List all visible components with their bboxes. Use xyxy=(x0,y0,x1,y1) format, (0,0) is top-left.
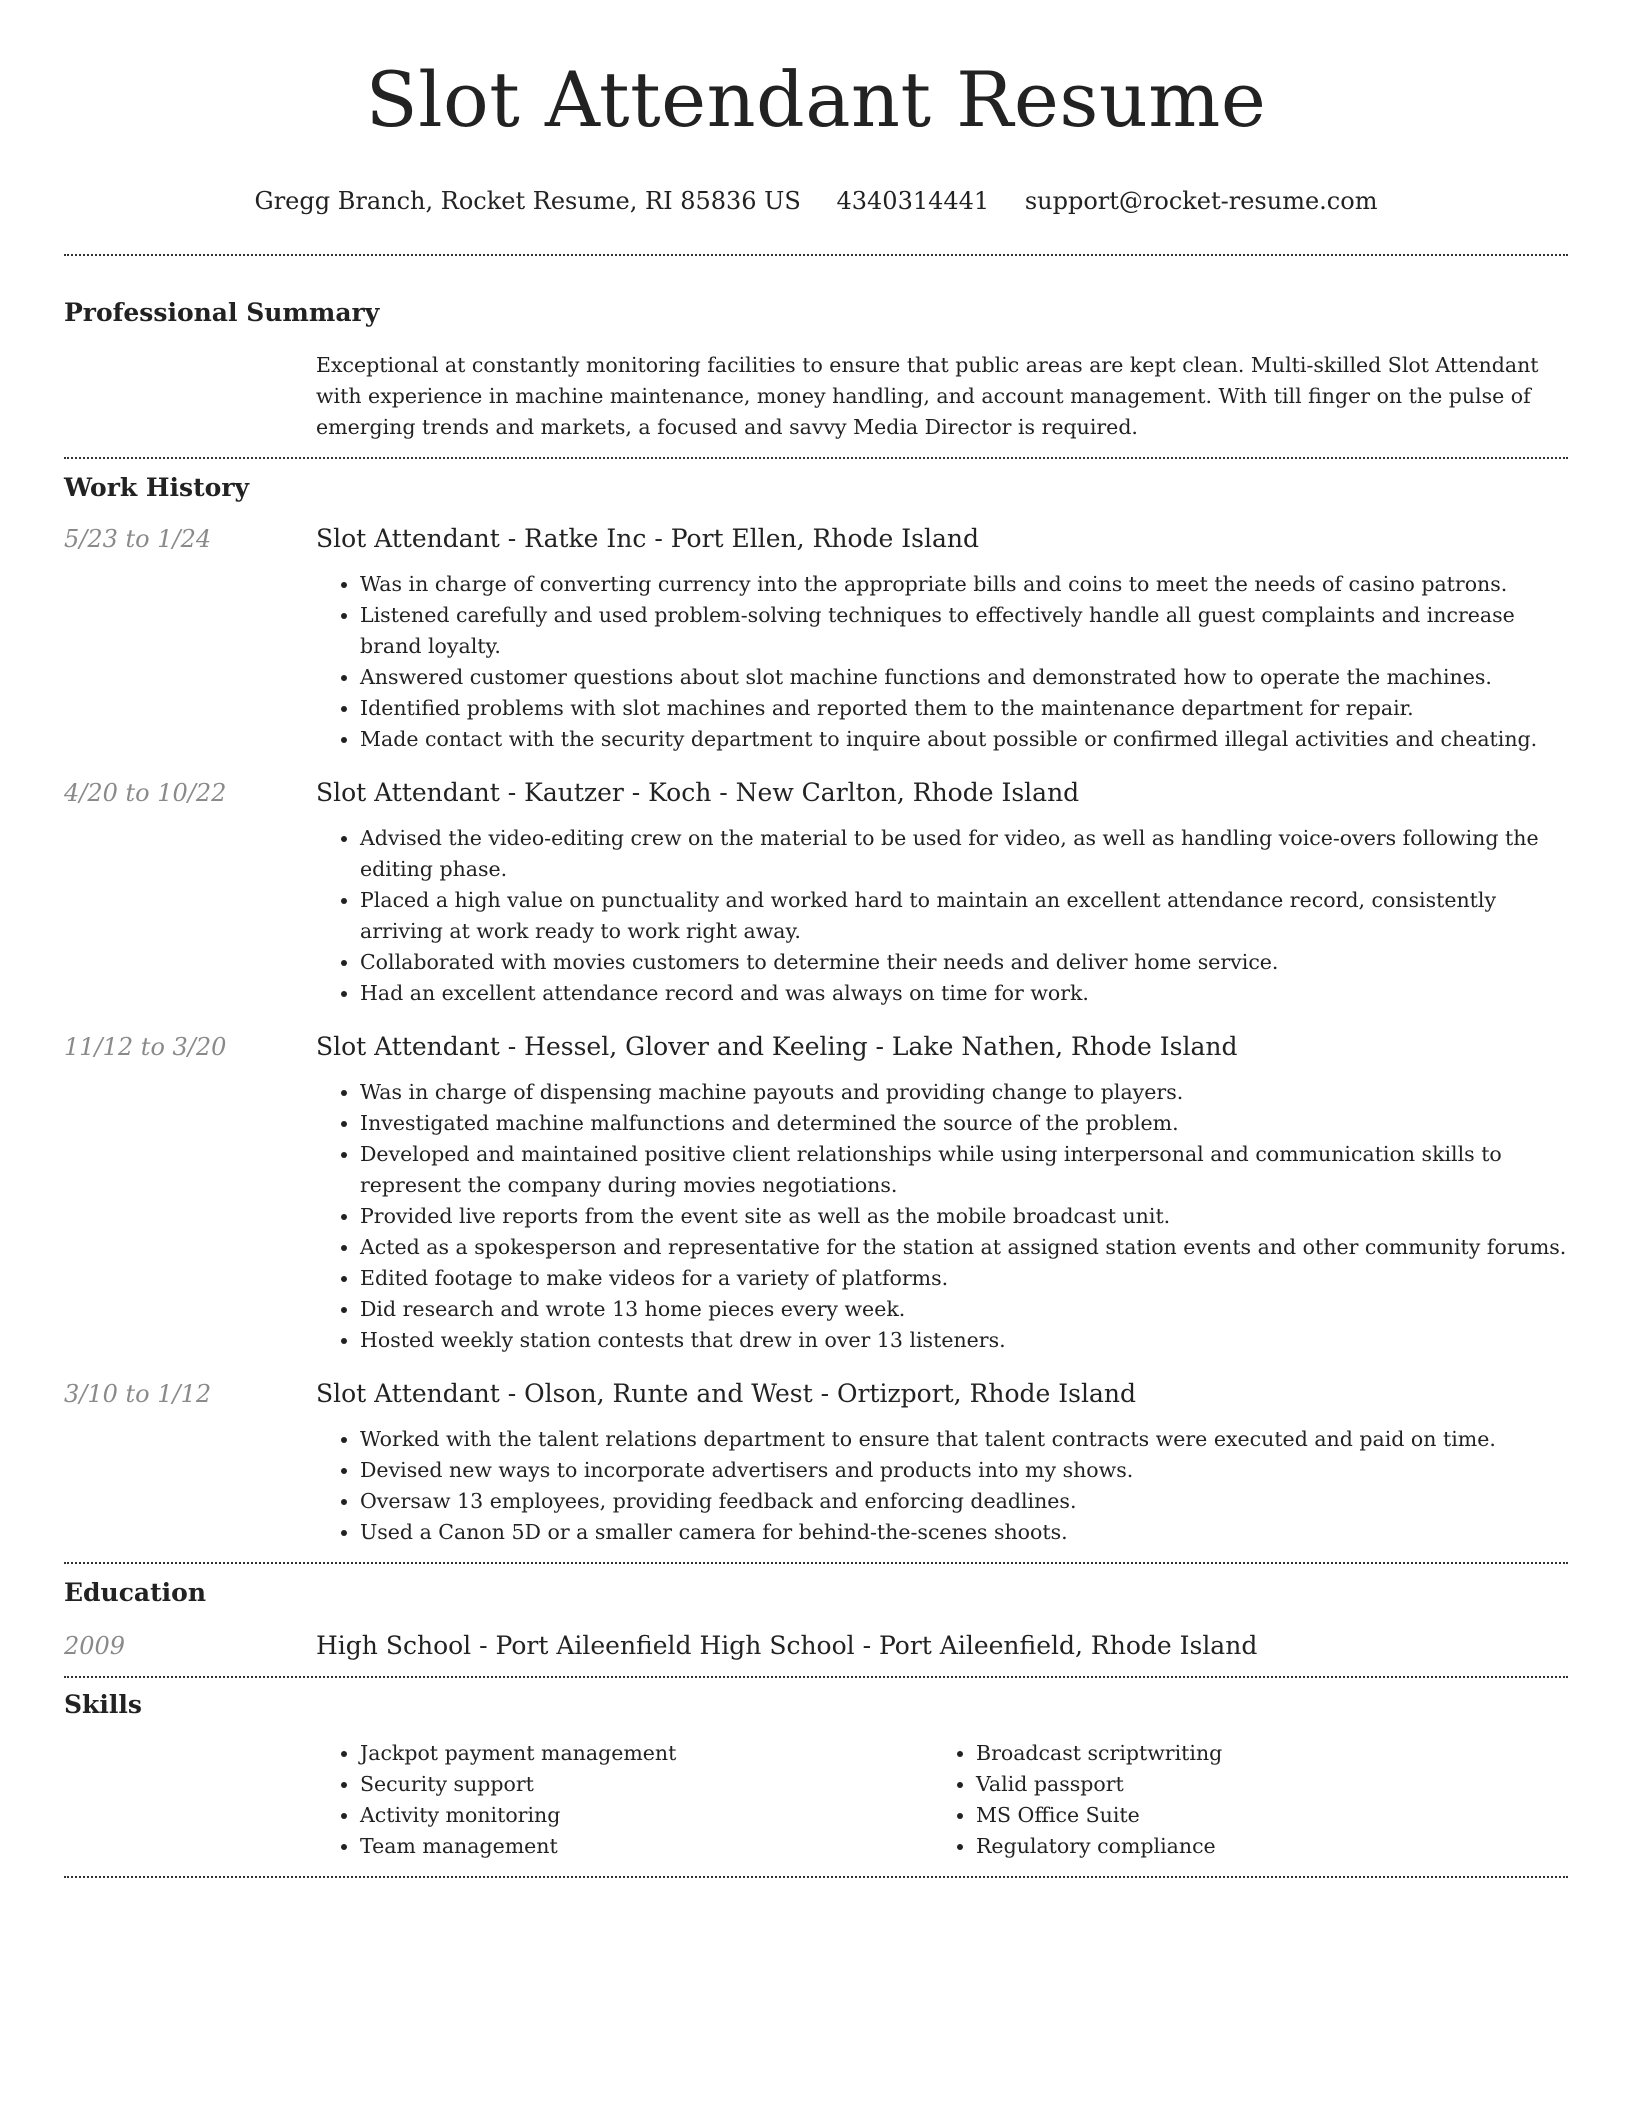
job-bullet: • Devised new ways to incorporate advertisers and products into my shows. xyxy=(360,1455,1568,1486)
job-title: Slot Attendant - Hessel, Glover and Keeling - Lake Nathen, Rhode Island xyxy=(316,1032,1238,1061)
section-divider xyxy=(64,457,1568,459)
job-bullets xyxy=(316,823,1568,1009)
education-heading: Education xyxy=(64,1578,207,1607)
section-divider xyxy=(64,1876,1568,1878)
contact-line xyxy=(64,184,1568,218)
work-history-heading: Work History xyxy=(64,473,250,502)
job-bullets xyxy=(316,569,1568,755)
job-bullet: • Acted as a spokesperson and representative for the station at assigned station events and other community forums. xyxy=(360,1232,1568,1263)
job-bullet: • Was in charge of converting currency into the appropriate bills and coins to meet the needs of casino patrons. xyxy=(360,569,1568,600)
skills-list xyxy=(316,1738,1568,1876)
job-bullet: • Edited footage to make videos for a variety of platforms. xyxy=(360,1263,1568,1294)
skills-column-left xyxy=(316,1738,932,1862)
job-title: Slot Attendant - Kautzer - Koch - New Carlton, Rhode Island xyxy=(316,778,1080,807)
skills-section xyxy=(64,1688,1568,1876)
skill-item: • Team management xyxy=(360,1831,932,1862)
skill-item: • Broadcast scriptwriting xyxy=(976,1738,1548,1769)
job-entry xyxy=(64,1378,1568,1562)
job-bullet: • Collaborated with movies customers to determine their needs and deliver home service. xyxy=(360,947,1568,978)
job-bullet: • Made contact with the security department to inquire about possible or confirmed illegal activities and cheating. xyxy=(360,724,1568,755)
education-title: High School - Port Aileenfield High School - Port Aileenfield, Rhode Island xyxy=(316,1631,1258,1660)
job-bullet: • Placed a high value on punctuality and worked hard to maintain an excellent attendance record, consistently arriving at work ready to work right away. xyxy=(360,885,1568,947)
job-bullet: • Was in charge of dispensing machine payouts and providing change to players. xyxy=(360,1077,1568,1108)
job-bullet: • Listened carefully and used problem-solving techniques to effectively handle all guest complaints and increase brand loyalty. xyxy=(360,600,1568,662)
job-date: 4/20 to 10/22 xyxy=(64,779,227,807)
resume-title: Slot Attendant Resume xyxy=(365,55,1267,144)
job-date: 11/12 to 3/20 xyxy=(64,1033,227,1061)
contact-email: support@rocket-resume.com xyxy=(1024,187,1378,215)
job-date: 3/10 to 1/12 xyxy=(64,1380,212,1408)
job-bullet: • Advised the video-editing crew on the material to be used for video, as well as handling voice-overs following the editing phase. xyxy=(360,823,1568,885)
job-bullet: • Identified problems with slot machines and reported them to the maintenance department for repair. xyxy=(360,693,1568,724)
job-entry xyxy=(64,1031,1568,1356)
job-bullet: • Provided live reports from the event site as well as the mobile broadcast unit. xyxy=(360,1201,1568,1232)
skill-item: • Valid passport xyxy=(976,1769,1548,1800)
job-date: 5/23 to 1/24 xyxy=(64,525,212,553)
summary-heading: Professional Summary xyxy=(64,298,380,327)
job-title: Slot Attendant - Ratke Inc - Port Ellen, Rhode Island xyxy=(316,524,979,553)
education-year: 2009 xyxy=(64,1632,126,1660)
job-bullet: • Worked with the talent relations department to ensure that talent contracts were executed and paid on time. xyxy=(360,1424,1568,1455)
summary-section xyxy=(64,296,1568,457)
summary-text: Exceptional at constantly monitoring facilities to ensure that public areas are kept clean. Multi-skilled Slot Attendant with experience in machine maintenance, money handling, and account management. With till finger on the pulse of emerging trends and markets, a focused and savvy Media Director is required. xyxy=(316,353,1539,439)
job-bullets xyxy=(316,1424,1568,1548)
job-bullets xyxy=(316,1077,1568,1356)
skills-column-right xyxy=(932,1738,1548,1862)
education-entry xyxy=(64,1630,1568,1676)
job-bullet: • Investigated machine malfunctions and determined the source of the problem. xyxy=(360,1108,1568,1139)
job-bullet: • Developed and maintained positive client relationships while using interpersonal and communication skills to represent the company during movies negotiations. xyxy=(360,1139,1568,1201)
job-bullet: • Used a Canon 5D or a smaller camera for behind-the-scenes shoots. xyxy=(360,1517,1568,1548)
section-divider xyxy=(64,1562,1568,1564)
job-bullet: • Hosted weekly station contests that drew in over 13 listeners. xyxy=(360,1325,1568,1356)
job-bullet: • Answered customer questions about slot machine functions and demonstrated how to operate the machines. xyxy=(360,662,1568,693)
job-entry xyxy=(64,777,1568,1009)
contact-address: Gregg Branch, Rocket Resume, RI 85836 US xyxy=(254,187,801,215)
section-divider xyxy=(64,254,1568,256)
job-bullet: • Did research and wrote 13 home pieces every week. xyxy=(360,1294,1568,1325)
skill-item: • Regulatory compliance xyxy=(976,1831,1548,1862)
skill-item: • Security support xyxy=(360,1769,932,1800)
job-entry xyxy=(64,523,1568,755)
section-divider xyxy=(64,1676,1568,1678)
contact-phone: 4340314441 xyxy=(836,187,990,215)
job-bullet: • Oversaw 13 employees, providing feedback and enforcing deadlines. xyxy=(360,1486,1568,1517)
job-title: Slot Attendant - Olson, Runte and West - Ortizport, Rhode Island xyxy=(316,1379,1137,1408)
skill-item: • Jackpot payment management xyxy=(360,1738,932,1769)
skills-heading: Skills xyxy=(64,1690,142,1719)
skill-item: • Activity monitoring xyxy=(360,1800,932,1831)
skill-item: • MS Office Suite xyxy=(976,1800,1548,1831)
work-history-section xyxy=(64,471,1568,1562)
job-bullet: • Had an excellent attendance record and was always on time for work. xyxy=(360,978,1568,1009)
education-section xyxy=(64,1576,1568,1676)
